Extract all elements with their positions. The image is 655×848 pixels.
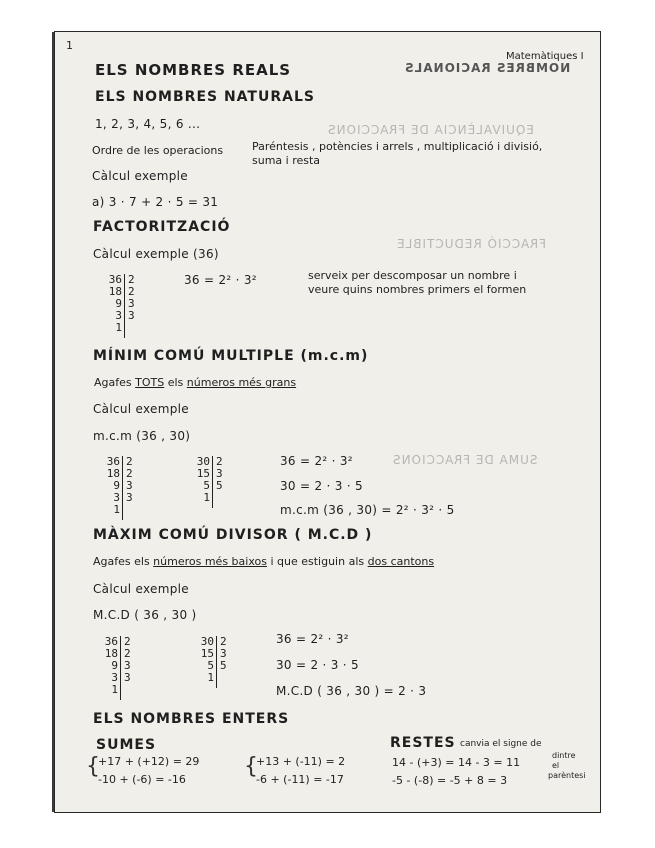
mcm-b-right: 2 3 5 xyxy=(216,455,223,492)
mcm-calc-label: Càlcul exemple xyxy=(93,402,189,416)
mcd-result-1: 36 = 2² · 3² xyxy=(276,632,349,646)
sum-2: -10 + (-6) = -16 xyxy=(98,773,186,786)
mcd-b-divider xyxy=(216,636,217,688)
mcd-rule: Agafes els números més baixos i que estiguin als dos cantons xyxy=(93,555,435,568)
ghost-reductible: FRACCIÓ REDUCTIBLE xyxy=(396,237,546,251)
mcm-result-2: 30 = 2 · 3 · 5 xyxy=(280,479,363,493)
order-label: Ordre de les operacions xyxy=(92,144,224,157)
fact-left-column: 36 18 9 3 1 xyxy=(108,273,122,334)
restes-note-4: parèntesi xyxy=(548,771,586,780)
sum-4: -6 + (-11) = -17 xyxy=(256,773,344,786)
sumes-brace-right: { xyxy=(244,754,258,779)
naturals-sequence: 1, 2, 3, 4, 5, 6 ... xyxy=(95,117,201,131)
mcd-title: MÀXIM COMÚ DIVISOR ( M.C.D ) xyxy=(93,527,373,543)
mcd-expr: M.C.D ( 36 , 30 ) xyxy=(93,608,197,622)
reals-title: ELS NOMBRES REALS xyxy=(95,61,292,79)
mcm-a-right: 2 2 3 3 xyxy=(126,455,133,504)
mcm-b-divider xyxy=(212,456,213,508)
ghost-racionals: NOMBRES RACIONALS xyxy=(404,61,571,75)
resta-2: -5 - (-8) = -5 + 8 = 3 xyxy=(392,774,508,787)
fact-divider xyxy=(124,274,125,338)
naturals-calc-example: a) 3 · 7 + 2 · 5 = 31 xyxy=(92,195,219,209)
sum-1: +17 + (+12) = 29 xyxy=(98,755,200,768)
mcm-expr: m.c.m (36 , 30) xyxy=(93,429,191,443)
mcd-result-2: 30 = 2 · 3 · 5 xyxy=(276,658,359,672)
page-number: 1 xyxy=(66,39,73,52)
mcm-result-3: m.c.m (36 , 30) = 2² · 3² · 5 xyxy=(280,503,455,517)
sumes-title: SUMES xyxy=(96,737,157,753)
mcd-a-right: 2 2 3 3 xyxy=(124,635,131,684)
mcm-b-left: 30 15 5 1 xyxy=(196,455,210,504)
mcd-a-left: 36 18 9 3 1 xyxy=(104,635,118,696)
ghost-suma: SUMA DE FRACCIONS xyxy=(392,453,538,467)
fact-note-1: serveix per descomposar un nombre i xyxy=(308,269,517,282)
sum-3: +13 + (-11) = 2 xyxy=(256,755,346,768)
order-line-2: suma i resta xyxy=(252,154,321,167)
restes-note-2: dintre xyxy=(552,751,576,760)
mcm-result-1: 36 = 2² · 3² xyxy=(280,454,353,468)
mcm-a-divider xyxy=(122,456,123,520)
resta-1: 14 - (+3) = 14 - 3 = 11 xyxy=(392,756,521,769)
fact-note-2: veure quins nombres primers el formen xyxy=(308,283,527,296)
enters-title: ELS NOMBRES ENTERS xyxy=(93,711,290,727)
corner-title: Matemàtiques I xyxy=(506,51,584,62)
mcm-rule: Agafes TOTS els números més grans xyxy=(94,376,297,389)
ghost-equivalencia: EQUIVALÈNCIA DE FRACCIONS xyxy=(327,123,534,137)
mcm-a-left: 36 18 9 3 1 xyxy=(106,455,120,516)
fact-result: 36 = 2² · 3² xyxy=(184,273,257,287)
restes-note-3: el xyxy=(552,761,560,770)
restes-title: RESTES xyxy=(390,735,456,751)
mcd-calc-label: Càlcul exemple xyxy=(93,582,189,596)
fact-right-column: 2 2 3 3 xyxy=(128,273,135,322)
naturals-title: ELS NOMBRES NATURALS xyxy=(95,89,315,105)
order-line-1: Paréntesis , potències i arrels , multiplicació i divisió, xyxy=(252,140,543,153)
fact-calc-label: Càlcul exemple (36) xyxy=(93,247,219,261)
fact-title: FACTORITZACIÓ xyxy=(93,219,231,235)
mcd-b-right: 2 3 5 xyxy=(220,635,227,672)
restes-note-1: canvia el signe de xyxy=(460,739,542,749)
mcd-b-left: 30 15 5 1 xyxy=(200,635,214,684)
mcd-a-divider xyxy=(120,636,121,700)
mcm-title: MÍNIM COMÚ MULTIPLE (m.c.m) xyxy=(93,348,369,364)
mcd-result-3: M.C.D ( 36 , 30 ) = 2 · 3 xyxy=(276,684,427,698)
naturals-calc-label: Càlcul exemple xyxy=(92,169,188,183)
sumes-brace-left: { xyxy=(86,754,100,779)
